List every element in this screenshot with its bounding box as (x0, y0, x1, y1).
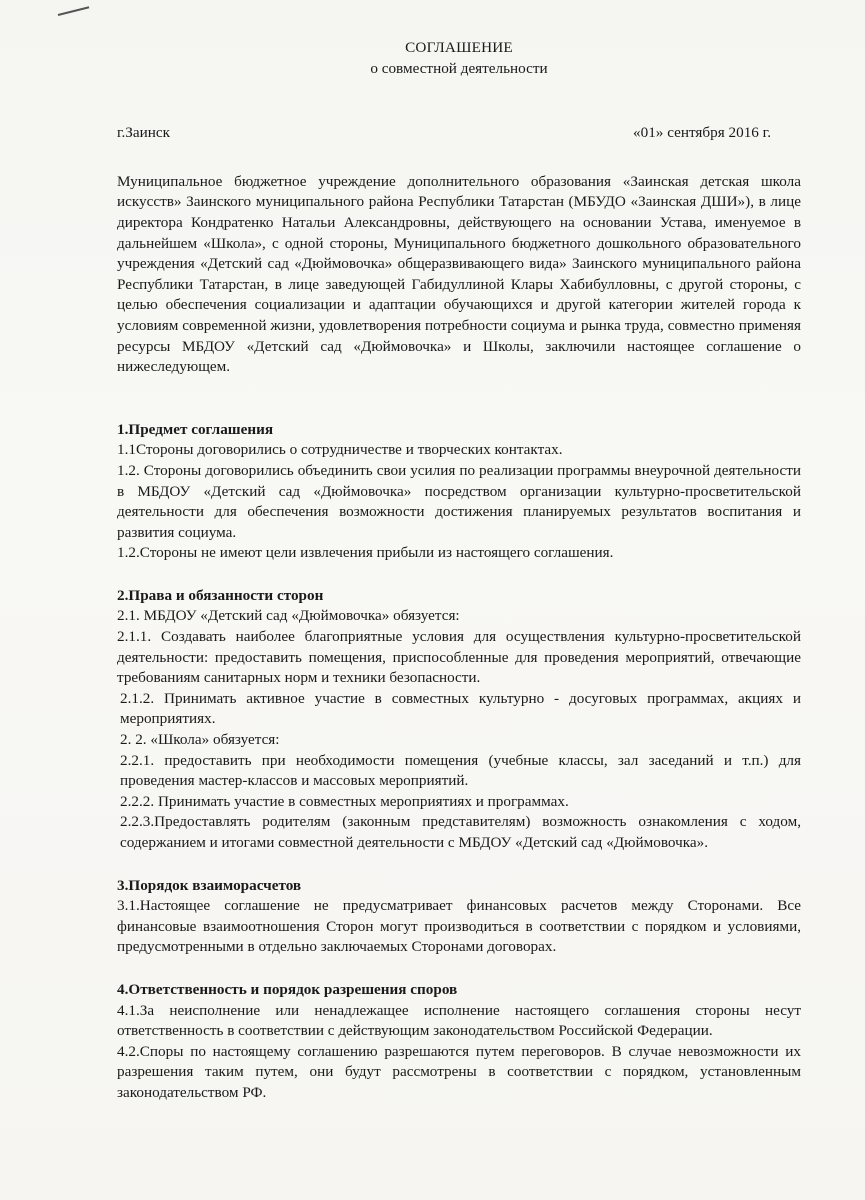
section-paragraph: 1.2.Стороны не имеют цели извлечения прибыли из настоящего соглашения. (117, 544, 614, 562)
section-paragraph: 2.1.1. Создавать наиболее благоприятные условия для осуществления культурно-просветительской деятельности: предоставить помещения, приспособленные для проведения мероприятий, отвечающие требованиям санитарных норм и техники безопасности. (117, 628, 801, 687)
section-paragraph: 2.2.3.Предоставлять родителям (законным представителям) возможность ознакомления с ходом, содержанием и итогами совместной деятельности с МБДОУ «Детский сад «Дюймовочка». (120, 813, 801, 851)
place-date-line (117, 123, 801, 144)
section-heading: 1.Предмет соглашения (117, 420, 274, 438)
section-paragraph: 4.1.За неисполнение или ненадлежащее исполнение настоящего соглашения стороны несут ответственность в соответствии с действующим законодательством Российской Федерации. (117, 1001, 801, 1040)
section-3 (117, 876, 801, 958)
section-heading: 2.Права и обязанности сторон (117, 586, 324, 604)
section-paragraph: 1.2. Стороны договорились объединить свои усилия по реализации программы внеурочной деятельности в МБДОУ «Детский сад «Дюймовочка» посредством организации культурно-просветительской деятельности для обеспечения возможности достижения планируемых результатов воспитания и развития социума. (117, 461, 801, 541)
section-paragraph: 2.1.2. Принимать активное участие в совместных культурно - досуговых программах, акциях и мероприятиях. (120, 689, 801, 728)
document-title: СОГЛАШЕНИЕ (405, 39, 513, 56)
section-paragraph: 2. 2. «Школа» обязуется: (120, 731, 280, 749)
document-subtitle: о совместной деятельности (370, 59, 548, 77)
section-paragraph: 2.2.1. предоставить при необходимости помещения (учебные классы, зал заседаний и т.п.) для проведения мастер-классов и массовых мероприятий. (120, 751, 801, 790)
section-2 (117, 586, 801, 854)
document-body (117, 38, 801, 1126)
section-paragraph: 3.1.Настоящее соглашение не предусматривает финансовых расчетов между Сторонами. Все финансовые взаимоотношения Сторон могут производиться в соответствии с порядком и условиями, предусмотренными в отдельно заключаемых Сторонами договорах. (117, 897, 801, 956)
section-paragraph: 2.1. МБДОУ «Детский сад «Дюймовочка» обязуется: (117, 607, 460, 625)
section-heading: 3.Порядок взаиморасчетов (117, 876, 302, 894)
document-place: г.Заинск (117, 124, 171, 142)
pen-stroke-mark (58, 6, 90, 16)
section-paragraph: 2.2.2. Принимать участие в совместных мероприятиях и программах. (120, 792, 569, 810)
section-4 (117, 980, 801, 1104)
section-paragraph: 1.1Стороны договорились о сотрудничестве и творческих контактах. (117, 441, 563, 459)
section-paragraph: 4.2.Споры по настоящему соглашению разрешаются путем переговоров. В случае невозможности их разрешения таким путем, они будут рассмотрены в соответствии с порядком, установленным законодательством РФ. (117, 1042, 801, 1101)
intro-paragraph: Муниципальное бюджетное учреждение дополнительного образования «Заинская детская школа искусств» Заинского муниципального района Республики Татарстан (МБУДО «Заинская ДШИ»), в лице директора Кондратенко Натальи Александровны, действующего на основании Устава, именуемое в дальнейшем «Школа», с одной стороны, Муниципального бюджетного дошкольного образовательного учреждения «Детский сад «Дюймовочка» общеразвивающего вида» Заинского муниципального района Республики Татарстан, в лице заведующей Габидуллиной Клары Хабибулловны, с другой стороны, с целью обеспечения социализации и адаптации обучающихся и другой категории жителей города к условиям современной жизни, удовлетворения потребности социума и рынка труда, совместно применяя ресурсы МБДОУ «Детский сад «Дюймовочка» и Школы, заключили настоящее соглашение о нижеследующем. (117, 172, 801, 376)
section-1 (117, 420, 801, 564)
section-heading: 4.Ответственность и порядок разрешения споров (117, 980, 458, 998)
document-date: «01» сентября 2016 г. (633, 124, 771, 142)
